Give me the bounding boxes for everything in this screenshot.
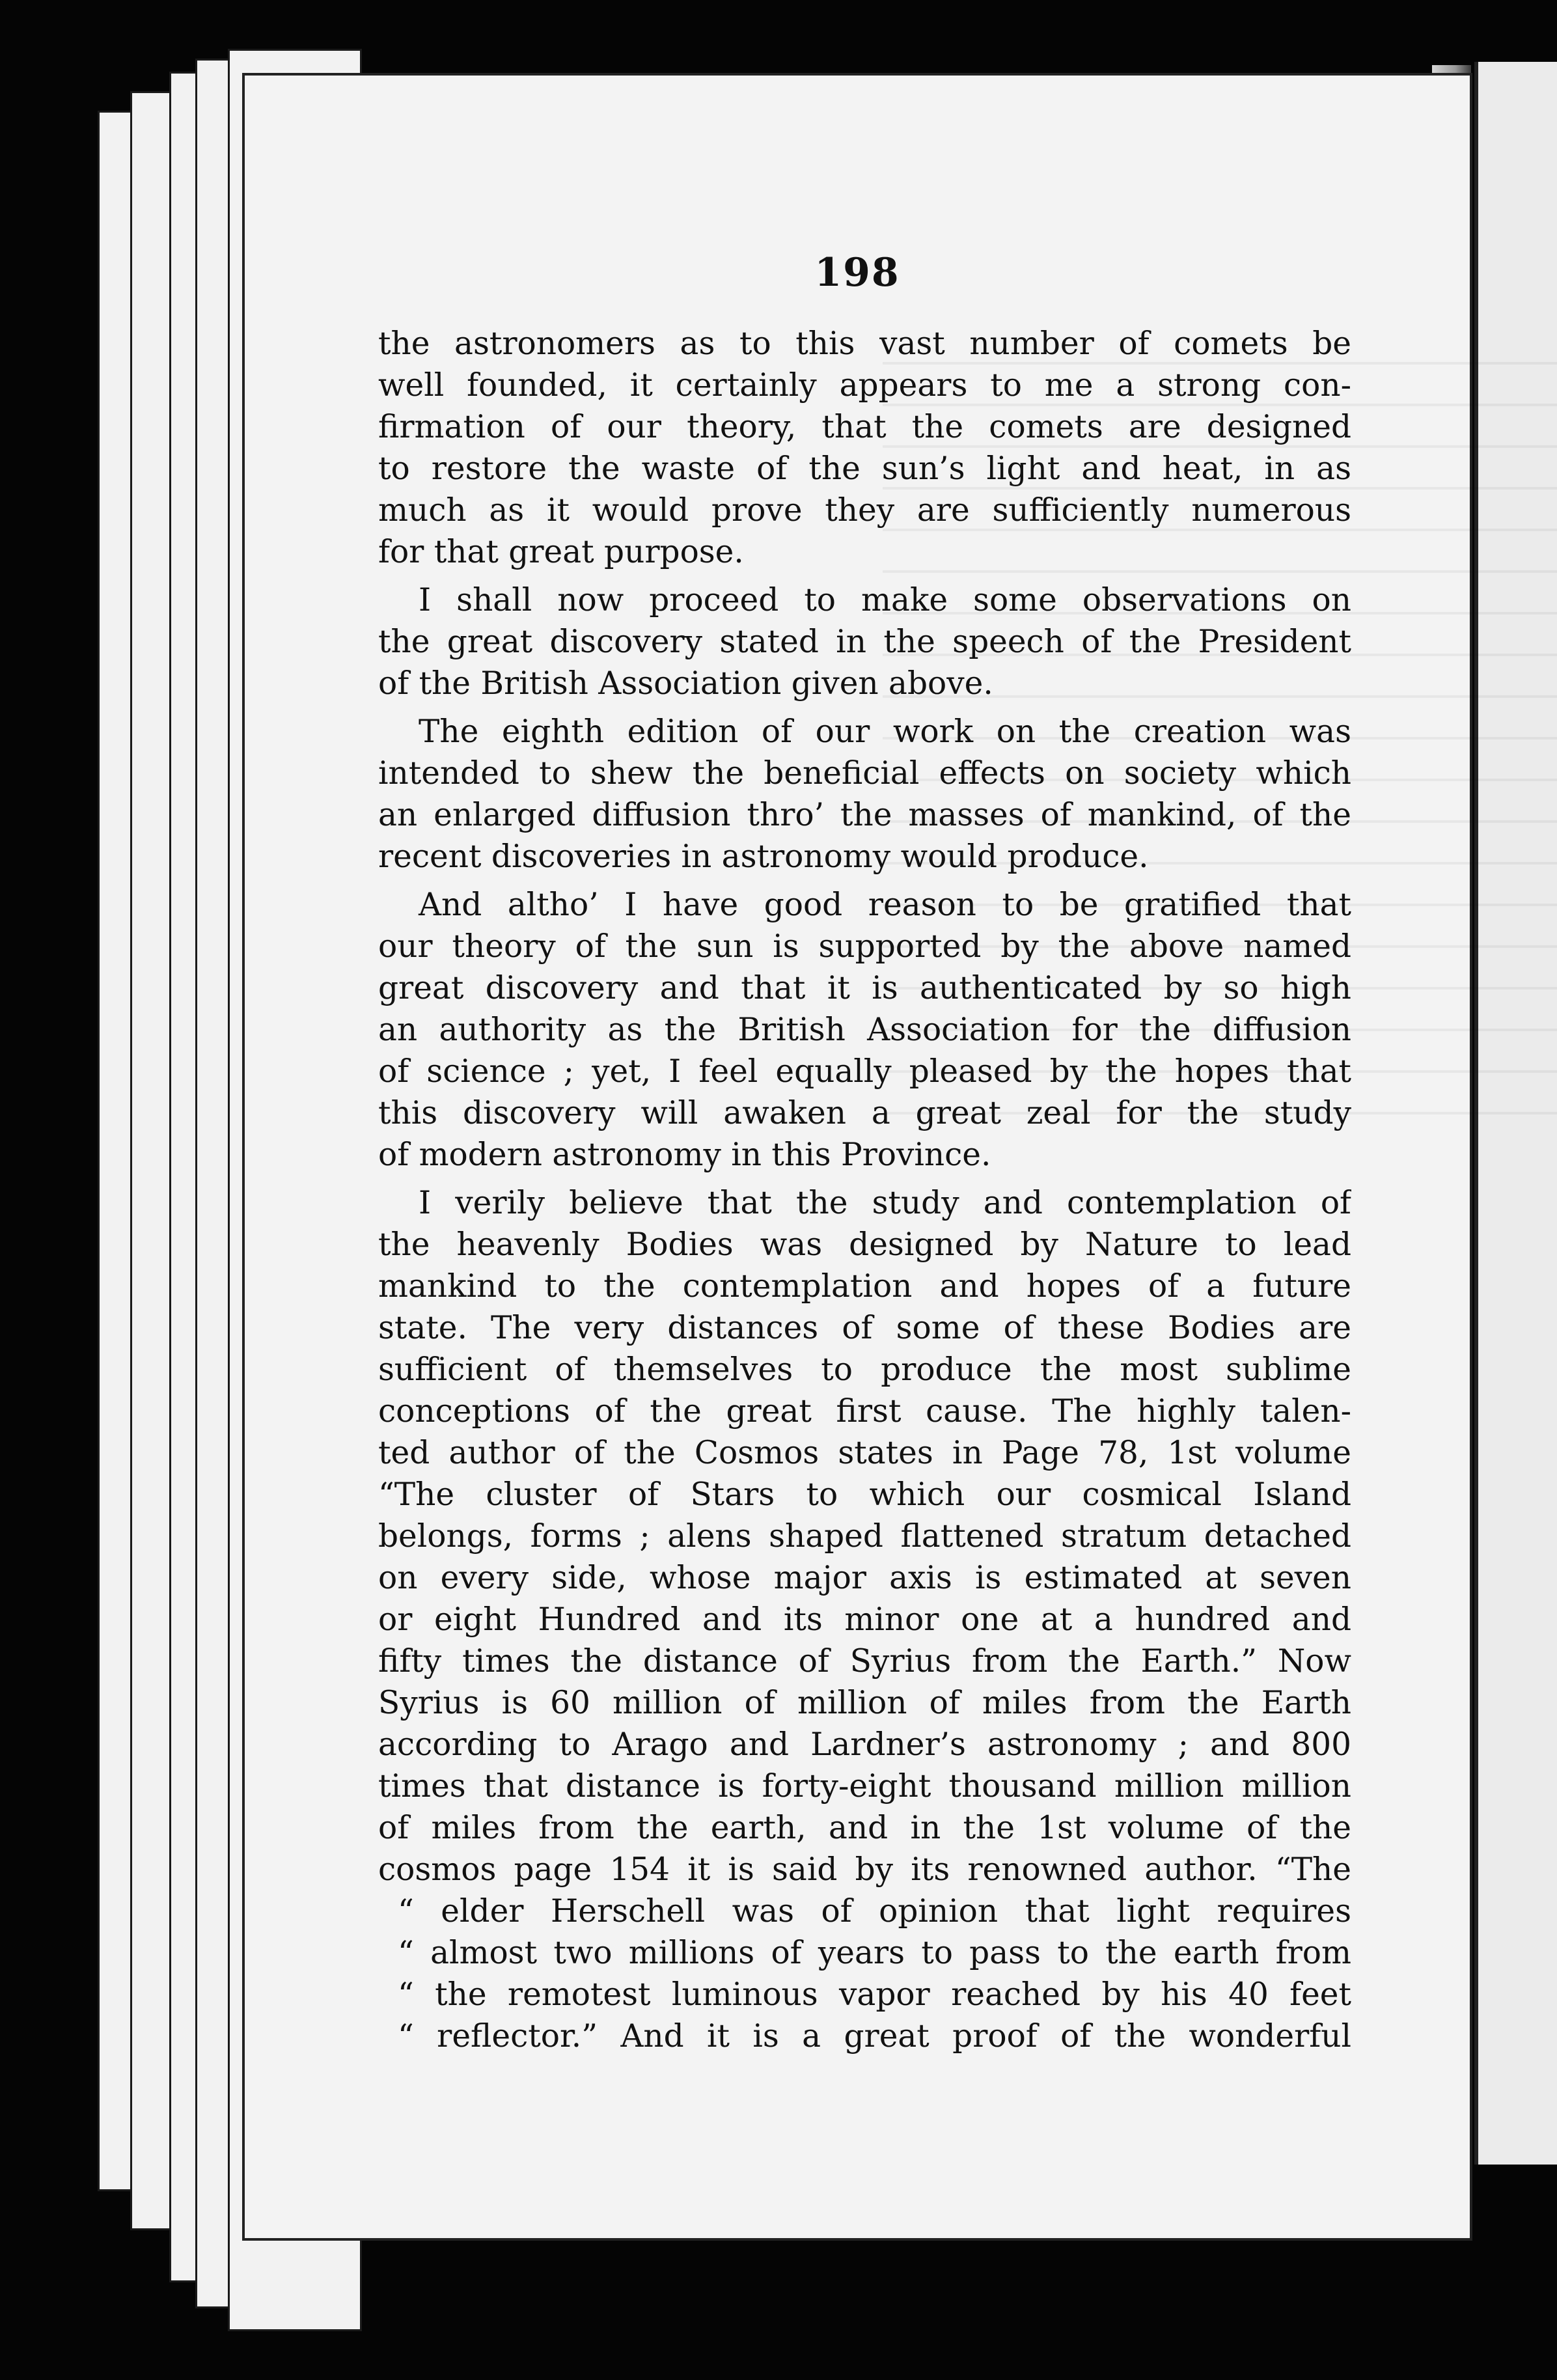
text-line: mankind to the contemplation and hopes of a future (378, 1268, 1351, 1305)
text-line: or eight Hundred and its minor one at a hundred and (378, 1601, 1351, 1638)
text-line: “ the remotest luminous vapor reached by his 40 feet (398, 1976, 1351, 2013)
book-page (242, 73, 1472, 2241)
facing-page-edge (1474, 62, 1557, 2165)
paragraph (378, 884, 1351, 1176)
page-number: 198 (814, 250, 900, 296)
text-line: “ reflector.” And it is a great proof of the wonderful (398, 2018, 1351, 2055)
text-line: firmation of our theory, that the comets are designed (378, 409, 1351, 445)
text-line: Syrius is 60 million of million of miles from the Earth (378, 1685, 1351, 1721)
text-line: conceptions of the great first cause. The highly talen- (378, 1393, 1351, 1430)
text-line: cosmos page 154 it is said by its renowned author. “The (378, 1851, 1351, 1888)
text-line: of the British Association given above. (378, 665, 993, 702)
body-text (378, 323, 1351, 2057)
text-line: of miles from the earth, and in the 1st volume of the (378, 1810, 1351, 1846)
text-line: intended to shew the beneficial effects on society which (378, 755, 1351, 792)
text-line: “ elder Herschell was of opinion that light requires (398, 1893, 1351, 1930)
text-line: The eighth edition of our work on the creation was (419, 713, 1351, 750)
text-line: this discovery will awaken a great zeal for the study (378, 1095, 1351, 1131)
text-line: “ almost two millions of years to pass to the earth from (398, 1935, 1351, 1971)
paragraph (378, 1182, 1351, 2057)
text-line: our theory of the sun is supported by the above named (378, 928, 1351, 965)
text-line: recent discoveries in astronomy would produce. (378, 838, 1149, 875)
text-line: great discovery and that it is authenticated by so high (378, 970, 1351, 1006)
text-line: on every side, whose major axis is estimated at seven (378, 1560, 1351, 1596)
text-line: of modern astronomy in this Province. (378, 1137, 991, 1173)
text-line: an enlarged diffusion thro’ the masses of mankind, of the (378, 797, 1351, 833)
paragraph (378, 323, 1351, 573)
text-line: I shall now proceed to make some observations on (419, 582, 1351, 618)
text-line: to restore the waste of the sun’s light and heat, in as (378, 450, 1351, 487)
text-line: ted author of the Cosmos states in Page 78, 1st volume (378, 1435, 1351, 1471)
text-line: according to Arago and Lardner’s astronomy ; and 800 (378, 1726, 1351, 1763)
paragraph (378, 711, 1351, 878)
text-line: state. The very distances of some of these Bodies are (378, 1310, 1351, 1346)
text-line: belongs, forms ; alens shaped flattened stratum detached (378, 1518, 1351, 1555)
text-line: well founded, it certainly appears to me a strong con- (378, 367, 1351, 404)
text-line: much as it would prove they are sufficiently numerous (378, 492, 1351, 529)
text-line: sufficient of themselves to produce the most sublime (378, 1351, 1351, 1388)
text-line: “The cluster of Stars to which our cosmical Island (378, 1476, 1351, 1513)
text-line: the astronomers as to this vast number of comets be (378, 325, 1351, 362)
text-line: the great discovery stated in the speech of the President (378, 624, 1351, 660)
text-line: for that great purpose. (378, 534, 744, 570)
paragraph-gap (378, 573, 1351, 579)
text-line: fifty times the distance of Syrius from the Earth.” Now (378, 1643, 1351, 1680)
text-line: And altho’ I have good reason to be gratified that (419, 887, 1351, 923)
text-line: the heavenly Bodies was designed by Nature to lead (378, 1226, 1351, 1263)
text-line: of science ; yet, I feel equally pleased by the hopes that (378, 1053, 1351, 1090)
text-line: times that distance is forty-eight thousand million million (378, 1768, 1351, 1805)
paragraph-gap (378, 878, 1351, 884)
paragraph-gap (378, 704, 1351, 711)
paragraph (378, 579, 1351, 704)
text-line: an authority as the British Association for the diffusion (378, 1012, 1351, 1048)
paragraph-gap (378, 1176, 1351, 1182)
text-line: I verily believe that the study and contemplation of (419, 1185, 1351, 1221)
